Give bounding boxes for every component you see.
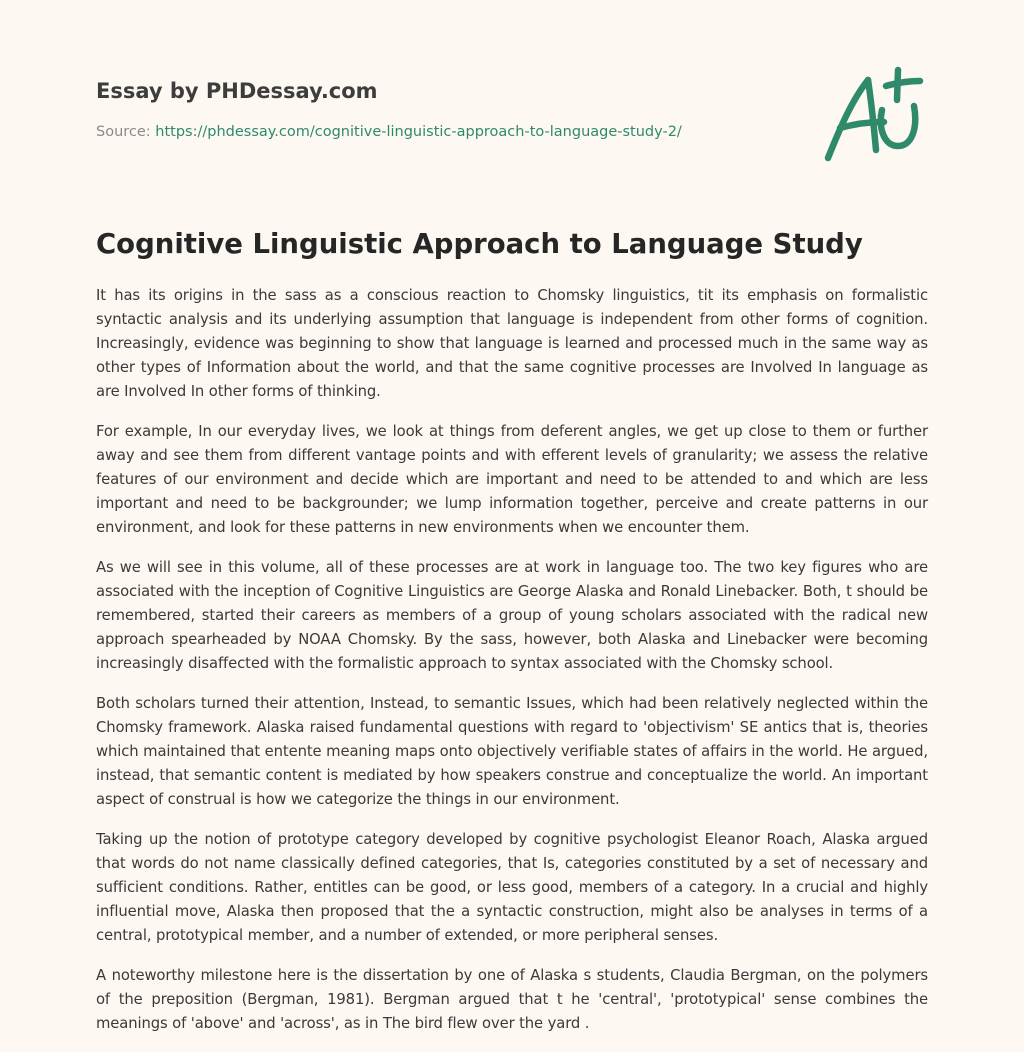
source-line [96, 122, 796, 142]
a-plus-logo-icon [818, 66, 930, 166]
source-link[interactable]: https://phdessay.com/cognitive-linguistic-approach-to-language-study-2/ [155, 124, 682, 140]
essay-paragraph: For example, In our everyday lives, we look at things from deferent angles, we get up close to them or further away and see them from different vantage points and with efferent levels of granularity; we assess the relative features of our environment and decide which are important and need to be attended to and which are less important and need to be backgrounder; we lump information together, perceive and create patterns in our environment, and look for these patterns in new environments when we encounter them. [96, 423, 928, 536]
a-plus-logo-graphic [818, 66, 930, 166]
essay-body [96, 284, 928, 1052]
essay-paragraph: Both scholars turned their attention, Instead, to semantic Issues, which had been relatively neglected within the Chomsky framework. Alaska raised fundamental questions with regard to 'objectivism' SE antics that is, theories which maintained that entente meaning maps onto objectively verifiable states of affairs in the world. He argued, instead, that semantic content is mediated by how speakers construe and conceptualize the world. An important aspect of construal is how we categorize the things in our environment. [96, 695, 928, 808]
brand-title: Essay by PHDessay.com [96, 79, 378, 103]
source-label: Source: [96, 124, 151, 140]
essay-paragraph: A noteworthy milestone here is the dissertation by one of Alaska s students, Claudia Bergman, on the polymers of the preposition (Bergman, 1981). Bergman argued that t he 'central', 'prototypical' sense combines the meanings of 'above' and 'across', as in The bird flew over the yard . [96, 967, 928, 1032]
essay-paragraph: Taking up the notion of prototype category developed by cognitive psychologist Eleanor Roach, Alaska argued that words do not name classically defined categories, that Is, categories constituted by a set of necessary and sufficient conditions. Rather, entitles can be good, or less good, members of a category. In a crucial and highly influential move, Alaska then proposed that the a syntactic construction, might also be analyses in terms of a central, prototypical member, and a number of extended, or more peripheral senses. [96, 831, 928, 944]
essay-paragraph: As we will see in this volume, all of these processes are at work in language too. The two key figures who are associated with the inception of Cognitive Linguistics are George Alaska and Ronald Linebacker. Both, t should be remembered, started their careers as members of a group of young scholars associated with the radical new approach spearheaded by NOAA Chomsky. By the sass, however, both Alaska and Linebacker were becoming increasingly disaffected with the formalistic approach to syntax associated with the Chomsky school. [96, 559, 928, 672]
essay-title: Cognitive Linguistic Approach to Language Study [96, 228, 863, 260]
essay-header [96, 76, 796, 142]
essay-paragraph: It has its origins in the sass as a conscious reaction to Chomsky linguistics, tit its emphasis on formalistic syntactic analysis and its underlying assumption that language is independent from other forms of cognition. Increasingly, evidence was beginning to show that language is learned and processed much in the same way as other types of Information about the world, and that the same cognitive processes are Involved In language as are Involved In other forms of thinking. [96, 287, 928, 400]
